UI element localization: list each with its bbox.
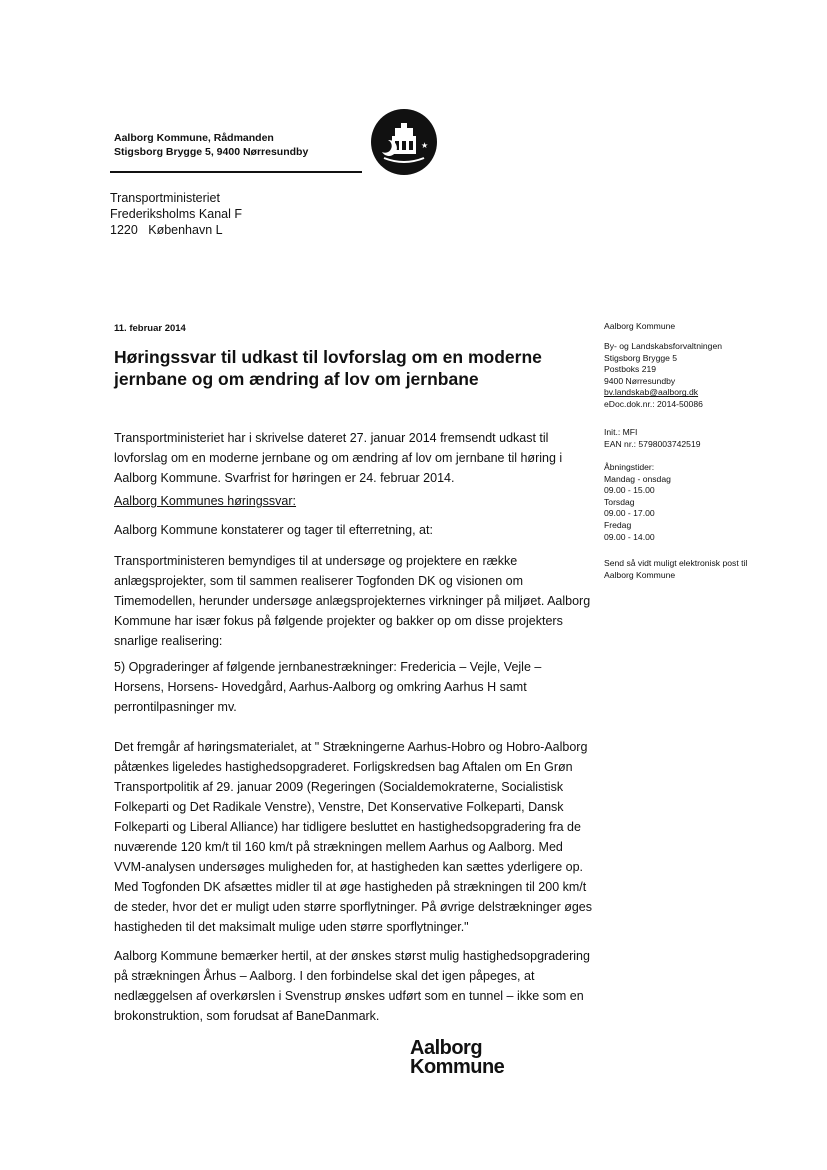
- section-heading: Aalborg Kommunes høringssvar:: [114, 494, 297, 508]
- hours-days-2: Torsdag: [604, 496, 635, 507]
- paragraph-text: 5) Opgraderinger af følgende jernbanestrækninger: Fredericia – Vejle, Vejle – Horsens, Horsens- Hovedgård, Aarhus-Aalborg og omkring Aarhus H samt perrontilpasninger mv.: [114, 660, 542, 714]
- sidebar-org: Aalborg Kommune: [604, 321, 676, 331]
- sidebar-ean: EAN nr.: 5798003742519: [604, 438, 701, 449]
- hours-time-2: 09.00 - 17.00: [604, 508, 655, 519]
- sidebar-ids: [604, 427, 774, 450]
- sender-line-1: Aalborg Kommune, Rådmanden: [114, 132, 274, 144]
- body-paragraph-2: [114, 520, 592, 540]
- body-paragraph-6: [114, 946, 592, 1026]
- paragraph-text: Aalborg Kommune konstaterer og tager til efterretning, at:: [114, 523, 433, 537]
- sender-address: [114, 131, 308, 159]
- logo-line-2: Kommune: [410, 1056, 505, 1078]
- sidebar-street: Stigsborg Brygge 5: [604, 352, 678, 363]
- letter-date: 11. februar 2014: [114, 323, 186, 334]
- paragraph-text: Aalborg Kommune bemærker hertil, at der ønskes størst mulig hastighedsopgradering på strækningen Århus – Aalborg. I den forbindelse skal det igen påpeges, at nedlæggelsen af overkørslen i Svenstrup ønskes udført som en tunnel – ikke som en brokonstruktion, som forudsat af BaneDanmark.: [114, 949, 590, 1023]
- sidebar-note: Send så vidt muligt elektronisk post til Aalborg Kommune: [604, 558, 748, 580]
- body-paragraph-3: [114, 551, 592, 651]
- hours-time-1: 09.00 - 15.00: [604, 485, 655, 496]
- sidebar-opening-hours: [604, 462, 774, 543]
- recipient-line-3: 1220 København L: [110, 223, 223, 237]
- sender-divider: [110, 171, 362, 173]
- svg-text:★: ★: [421, 141, 429, 150]
- recipient-line-2: Frederiksholms Kanal F: [110, 207, 242, 221]
- sender-line-2: Stigsborg Brygge 5, 9400 Nørresundby: [114, 146, 309, 158]
- sidebar-pobox: Postboks 219: [604, 364, 657, 375]
- sidebar-edoc: eDoc.dok.nr.: 2014-50086: [604, 398, 703, 409]
- hours-time-3: 09.00 - 14.00: [604, 531, 655, 542]
- aalborg-kommune-logo: [410, 1039, 504, 1077]
- body-paragraph-intro: [114, 428, 592, 488]
- paragraph-text: Transportministeriet har i skrivelse dateret 27. januar 2014 fremsendt udkast til lovforslag om en moderne jernbane og om ændring af lov om jernbane til høring i Aalborg Kommune. Svarfrist for høringen er 24. februar 2014.: [114, 431, 563, 485]
- sidebar-address: [604, 341, 774, 411]
- paragraph-text: Det fremgår af høringsmaterialet, at " Strækningerne Aarhus-Hobro og Hobro-Aalborg påtænkes ligeledes hastighedsopgraderet. Forligskredsen bag Aftalen om En Grøn Transportpolitik af 29. januar 2009 (Regeringen (Socialdemokraterne, Socialistisk Folkeparti og Det Radikale Venstre), Venstre, Det Konservative Folkeparti, Dansk Folkeparti og Liberal Alliance) har tidligere besluttet en hastighedsopgradering fra de nuværende 120 km/t til 160 km/t på strækningen mellem Aarhus og Aalborg. Med VVM-analysen undersøges muligheden for, at hastigheden kan sættes yderligere op. Med Togfonden DK afsættes midler til at øge hastigheden på strækningen til 200 km/t de steder, hvor det er muligt uden større sporflytninger. På øvrige delstrækninger øges hastigheden til det maksimalt mulige uden større sporflytninger.": [114, 740, 593, 934]
- recipient-address: [110, 190, 242, 238]
- aalborg-seal-icon: [370, 108, 438, 176]
- hours-days-1: Mandag - onsdag: [604, 473, 671, 484]
- sidebar-dept: By- og Landskabsforvaltningen: [604, 341, 723, 351]
- sidebar-init: Init.: MFI: [604, 427, 638, 437]
- hours-days-3: Fredag: [604, 519, 632, 530]
- hours-title: Åbningstider:: [604, 462, 655, 472]
- logo-line-1: Aalborg: [410, 1037, 483, 1059]
- body-paragraph-5: [114, 737, 592, 937]
- body-paragraph-4: [114, 657, 592, 717]
- recipient-line-1: Transportministeriet: [110, 191, 220, 205]
- sidebar-city: 9400 Nørresundby: [604, 375, 676, 386]
- paragraph-text: Transportministeren bemyndiges til at undersøge og projektere en række anlægsprojekter, som til sammen realiserer Togfonden DK og visionen om Timemodellen, herunder undersøge anlægsprojekternes virkninger på miljøet. Aalborg Kommune har især fokus på følgende projekter og bakker op om disse projekters snarlige realisering:: [114, 554, 591, 648]
- letter-title: Høringssvar til udkast til lovforslag om en moderne jernbane og om ændring af lov om jernbane: [114, 347, 542, 389]
- sidebar-email-link[interactable]: bv.landskab@aalborg.dk: [604, 387, 699, 398]
